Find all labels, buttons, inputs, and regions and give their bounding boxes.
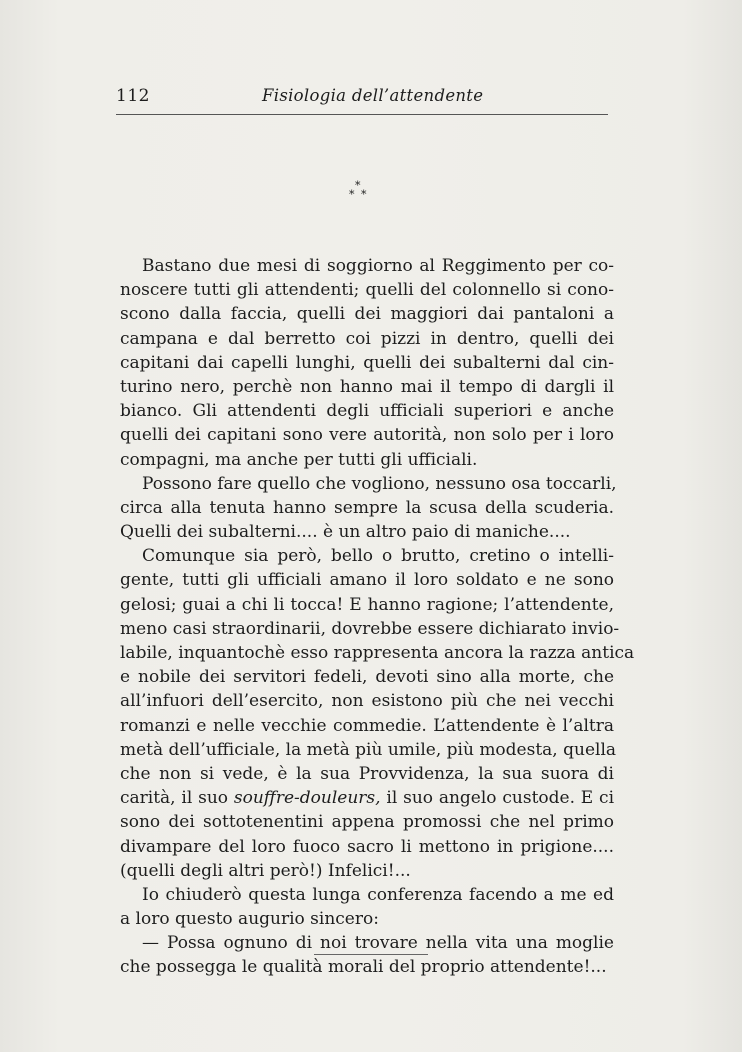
asterism (346, 180, 376, 204)
text-line: (quelli degli altri però!) Infelici!... (120, 860, 411, 881)
asterism-star-top: * (355, 179, 361, 192)
text-line: sono dei sottotenentini appena promossi che nel primo (120, 812, 614, 833)
text-line: e nobile dei servitori fedeli, devoti sino alla morte, che (120, 667, 614, 688)
text-line: che non si vede, è la sua Provvidenza, la sua suora di (120, 763, 614, 784)
page-header (116, 86, 608, 114)
text-line: Bastano due mesi di soggiorno al Reggimento per co- (142, 256, 614, 276)
text-line-mixed (120, 786, 614, 810)
text-line: campana e dal berretto coi pizzi in dentro, quelli dei (120, 328, 614, 349)
text-line: noscere tutti gli attendenti; quelli del colonnello si cono- (120, 280, 614, 301)
text-line: quelli dei capitani sono vere autorità, non solo per i loro (120, 425, 614, 446)
text-line: capitani dai capelli lunghi, quelli dei subalterni dal cin- (120, 352, 614, 373)
text-run: il suo angelo custode. E ci (386, 788, 615, 809)
italic-phrase: souffre-douleurs, (233, 788, 381, 809)
text-line: bianco. Gli attendenti degli ufficiali superiori e anche (120, 401, 614, 422)
body-text (120, 254, 635, 980)
text-line: romanzi e nelle vecchie commedie. L’attendente è l’altra (120, 715, 614, 736)
text-line: Io chiuderò questa lunga conferenza facendo a me ed (142, 884, 614, 905)
text-line: gente, tutti gli ufficiali amano il loro soldato e ne sono (120, 570, 614, 591)
text-line: Comunque sia però, bello o brutto, cretino o intelli- (142, 546, 614, 567)
text-line: a loro questo augurio sincero: (120, 909, 379, 930)
header-rule (116, 114, 608, 115)
text-line: metà dell’ufficiale, la metà più umile, più modesta, quella (120, 739, 617, 760)
page-number: 112 (116, 86, 150, 106)
text-line: Quelli dei subalterni.... è un altro paio di maniche.... (120, 522, 571, 543)
text-line: turino nero, perchè non hanno mai il tempo di dargli il (120, 376, 614, 397)
text-line: circa alla tenuta hanno sempre la scusa della scuderia. (120, 497, 614, 518)
asterism-star-left: * (349, 188, 355, 201)
text-line: gelosi; guai a chi li tocca! E hanno ragione; l’attendente, (120, 594, 614, 615)
text-line: divampare del loro fuoco sacro li mettono in prigione.... (120, 836, 614, 857)
running-title: Fisiologia dell’attendente (262, 86, 484, 105)
text-line: — Possa ognuno di noi trovare nella vita una moglie (142, 933, 614, 954)
text-line: labile, inquantochè esso rappresenta ancora la razza antica (120, 643, 635, 663)
text-line: meno casi straordinarii, dovrebbe essere dichiarato invio- (120, 618, 620, 639)
text-line: che possegga le qualità morali del proprio attendente!... (120, 957, 607, 978)
text-line: Possono fare quello che vogliono, nessuno osa toccarli, (142, 473, 617, 494)
text-line: scono dalla faccia, quelli dei maggiori dai pantaloni a (120, 304, 614, 325)
text-line: all’infuori dell’esercito, non esistono più che nei vecchi (120, 691, 614, 712)
footer-rule (314, 954, 428, 955)
text-run: carità, il suo (120, 788, 229, 809)
text-line: compagni, ma anche per tutti gli ufficiali. (120, 449, 478, 470)
asterism-star-right: * (361, 188, 367, 201)
